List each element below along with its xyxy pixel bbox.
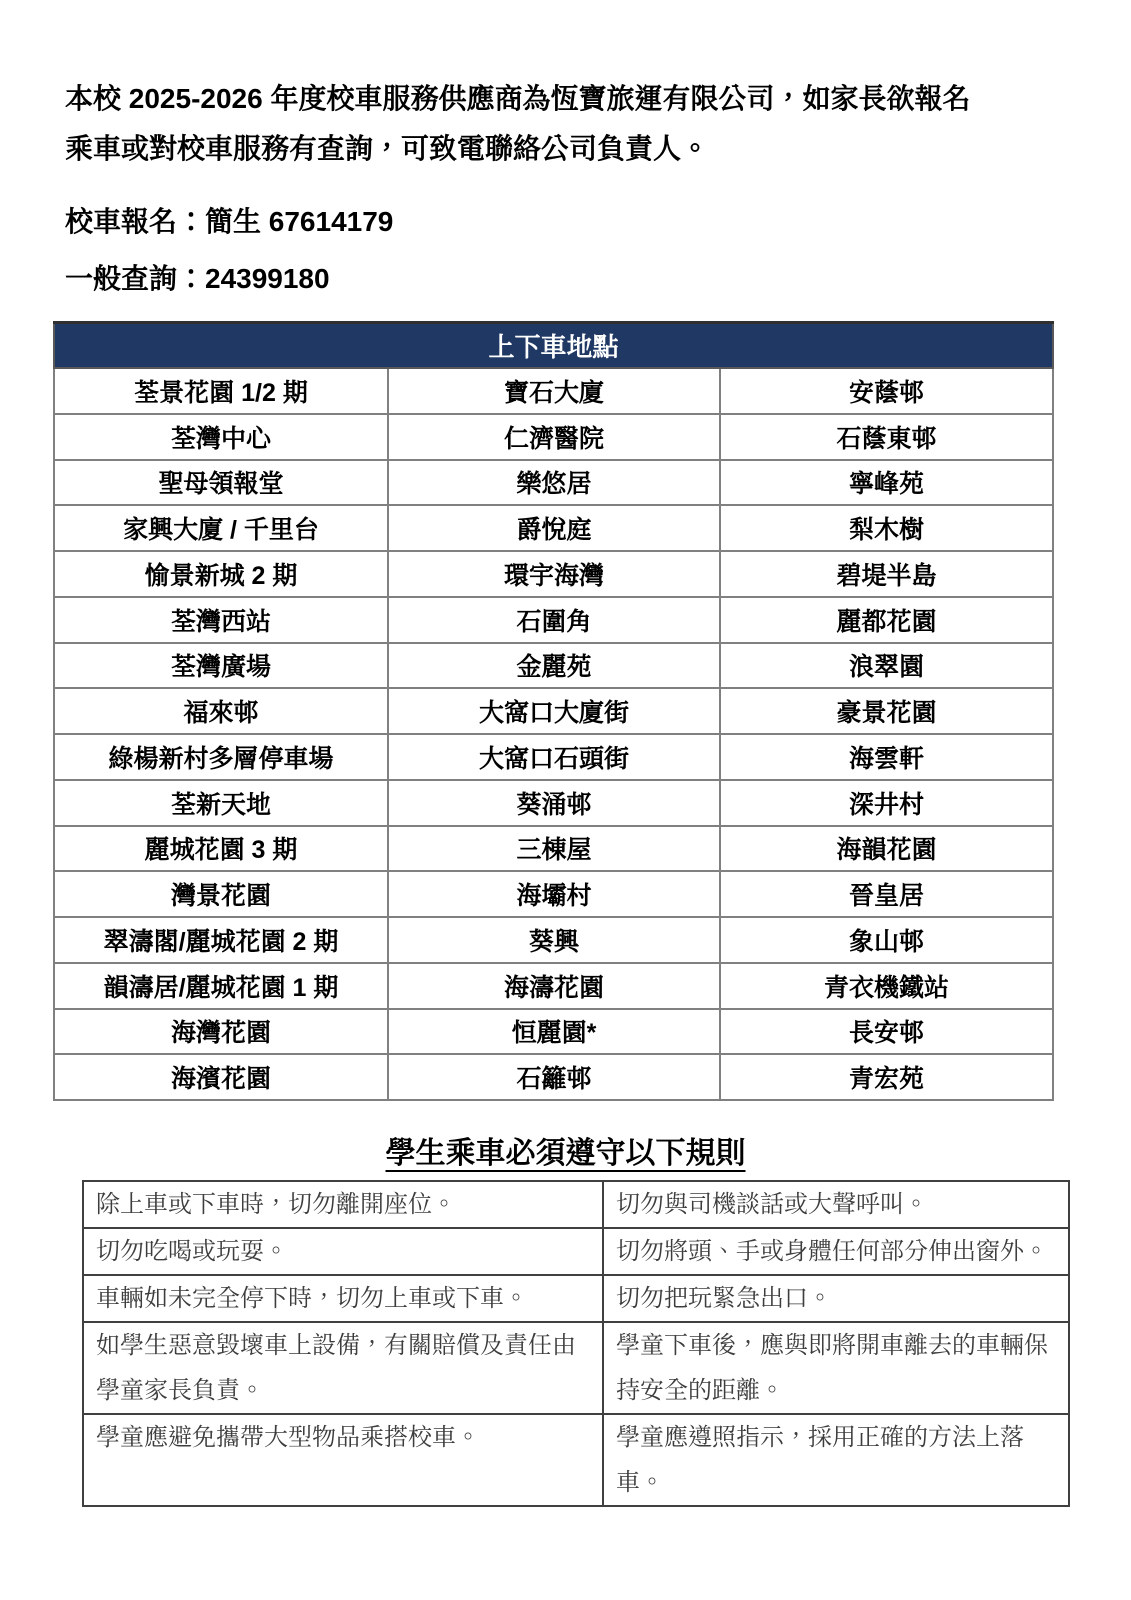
table-cell: 韻濤居/麗城花園 1 期 bbox=[54, 963, 388, 1009]
table-row bbox=[54, 871, 1053, 917]
intro-paragraph-line-2: 乘車或對校車服務有查詢，可致電聯絡公司負責人。 bbox=[65, 133, 710, 164]
table-cell: 長安邨 bbox=[720, 1009, 1053, 1055]
table-row bbox=[54, 597, 1053, 643]
table-cell: 福來邨 bbox=[54, 688, 388, 734]
table-row bbox=[83, 1414, 1069, 1506]
table-cell: 學童應避免攜帶大型物品乘搭校車。 bbox=[83, 1414, 603, 1506]
table-cell: 象山邨 bbox=[720, 917, 1053, 963]
table-cell: 翠濤閣/麗城花園 2 期 bbox=[54, 917, 388, 963]
table-cell: 切勿與司機談話或大聲呼叫。 bbox=[603, 1181, 1069, 1228]
table-cell: 青宏苑 bbox=[720, 1054, 1053, 1100]
table-row bbox=[54, 414, 1053, 460]
rules-heading bbox=[0, 1128, 1131, 1172]
table-cell: 碧堤半島 bbox=[720, 551, 1053, 597]
table-cell: 寧峰苑 bbox=[720, 460, 1053, 506]
table-cell: 切勿把玩緊急出口。 bbox=[603, 1275, 1069, 1322]
table-row bbox=[83, 1181, 1069, 1228]
table-cell: 家興大廈 / 千里台 bbox=[54, 505, 388, 551]
table-cell: 葵涌邨 bbox=[388, 780, 720, 826]
table-cell: 愉景新城 2 期 bbox=[54, 551, 388, 597]
table-row bbox=[83, 1322, 1069, 1414]
table-cell: 荃灣中心 bbox=[54, 414, 388, 460]
table-cell: 金麗苑 bbox=[388, 643, 720, 689]
table-cell: 深井村 bbox=[720, 780, 1053, 826]
table-row bbox=[54, 368, 1053, 414]
table-cell: 大窩口石頭街 bbox=[388, 734, 720, 780]
table-cell: 石蔭東邨 bbox=[720, 414, 1053, 460]
table-row bbox=[54, 1009, 1053, 1055]
general-enquiry-contact: 一般查詢：24399180 bbox=[65, 263, 330, 294]
bus-registration-contact: 校車報名：簡生 67614179 bbox=[65, 206, 394, 237]
table-cell: 荃景花園 1/2 期 bbox=[54, 368, 388, 414]
table-cell: 麗城花園 3 期 bbox=[54, 826, 388, 872]
table-cell: 學童下車後，應與即將開車離去的車輛保持安全的距離。 bbox=[603, 1322, 1069, 1414]
table-row bbox=[54, 505, 1053, 551]
table-cell: 灣景花園 bbox=[54, 871, 388, 917]
pickup-dropoff-locations-table bbox=[53, 321, 1054, 1101]
table-header-row bbox=[54, 323, 1053, 369]
table-cell: 海韻花園 bbox=[720, 826, 1053, 872]
intro-paragraph-line-1: 本校 2025-2026 年度校車服務供應商為恆寶旅運有限公司，如家長欲報名 bbox=[65, 83, 971, 114]
table-cell: 石圍角 bbox=[388, 597, 720, 643]
table-cell: 海濱花園 bbox=[54, 1054, 388, 1100]
table-cell: 寶石大廈 bbox=[388, 368, 720, 414]
rules-heading-text: 學生乘車必須遵守以下規則 bbox=[385, 1137, 746, 1170]
table-cell: 荃灣廣場 bbox=[54, 643, 388, 689]
table-cell: 切勿將頭、手或身體任何部分伸出窗外。 bbox=[603, 1228, 1069, 1275]
table-cell: 除上車或下車時，切勿離開座位。 bbox=[83, 1181, 603, 1228]
table-cell: 綠楊新村多層停車場 bbox=[54, 734, 388, 780]
table-cell: 葵興 bbox=[388, 917, 720, 963]
table-cell: 車輛如未完全停下時，切勿上車或下車。 bbox=[83, 1275, 603, 1322]
table-cell: 爵悅庭 bbox=[388, 505, 720, 551]
table-cell: 學童應遵照指示，採用正確的方法上落車。 bbox=[603, 1414, 1069, 1506]
table-row bbox=[54, 643, 1053, 689]
table-row bbox=[54, 780, 1053, 826]
table-row bbox=[54, 688, 1053, 734]
table-cell: 如學生惡意毀壞車上設備，有關賠償及責任由學童家長負責。 bbox=[83, 1322, 603, 1414]
table-cell: 青衣機鐵站 bbox=[720, 963, 1053, 1009]
table-row bbox=[54, 551, 1053, 597]
table-cell: 海壩村 bbox=[388, 871, 720, 917]
table-cell: 三棟屋 bbox=[388, 826, 720, 872]
table-cell: 海濤花園 bbox=[388, 963, 720, 1009]
table-cell: 大窩口大廈街 bbox=[388, 688, 720, 734]
table-cell: 豪景花園 bbox=[720, 688, 1053, 734]
table-cell: 梨木樹 bbox=[720, 505, 1053, 551]
table-row bbox=[54, 917, 1053, 963]
table-row bbox=[54, 963, 1053, 1009]
table-cell: 恒麗園* bbox=[388, 1009, 720, 1055]
table-cell: 海灣花園 bbox=[54, 1009, 388, 1055]
bus-rules-table bbox=[82, 1180, 1070, 1507]
table-cell: 海雲軒 bbox=[720, 734, 1053, 780]
table-cell: 仁濟醫院 bbox=[388, 414, 720, 460]
rules-table-body bbox=[83, 1181, 1069, 1506]
table-cell: 樂悠居 bbox=[388, 460, 720, 506]
table-row bbox=[54, 734, 1053, 780]
table-cell: 聖母領報堂 bbox=[54, 460, 388, 506]
table-row bbox=[54, 1054, 1053, 1100]
table-row bbox=[54, 826, 1053, 872]
table-cell: 切勿吃喝或玩耍。 bbox=[83, 1228, 603, 1275]
table-cell: 浪翠園 bbox=[720, 643, 1053, 689]
locations-table-header: 上下車地點 bbox=[54, 323, 1053, 369]
table-cell: 麗都花園 bbox=[720, 597, 1053, 643]
locations-table-body bbox=[54, 368, 1053, 1100]
table-row bbox=[83, 1275, 1069, 1322]
table-row bbox=[83, 1228, 1069, 1275]
table-cell: 荃新天地 bbox=[54, 780, 388, 826]
table-cell: 環宇海灣 bbox=[388, 551, 720, 597]
table-cell: 安蔭邨 bbox=[720, 368, 1053, 414]
table-cell: 荃灣西站 bbox=[54, 597, 388, 643]
table-cell: 晉皇居 bbox=[720, 871, 1053, 917]
table-cell: 石籬邨 bbox=[388, 1054, 720, 1100]
table-row bbox=[54, 460, 1053, 506]
